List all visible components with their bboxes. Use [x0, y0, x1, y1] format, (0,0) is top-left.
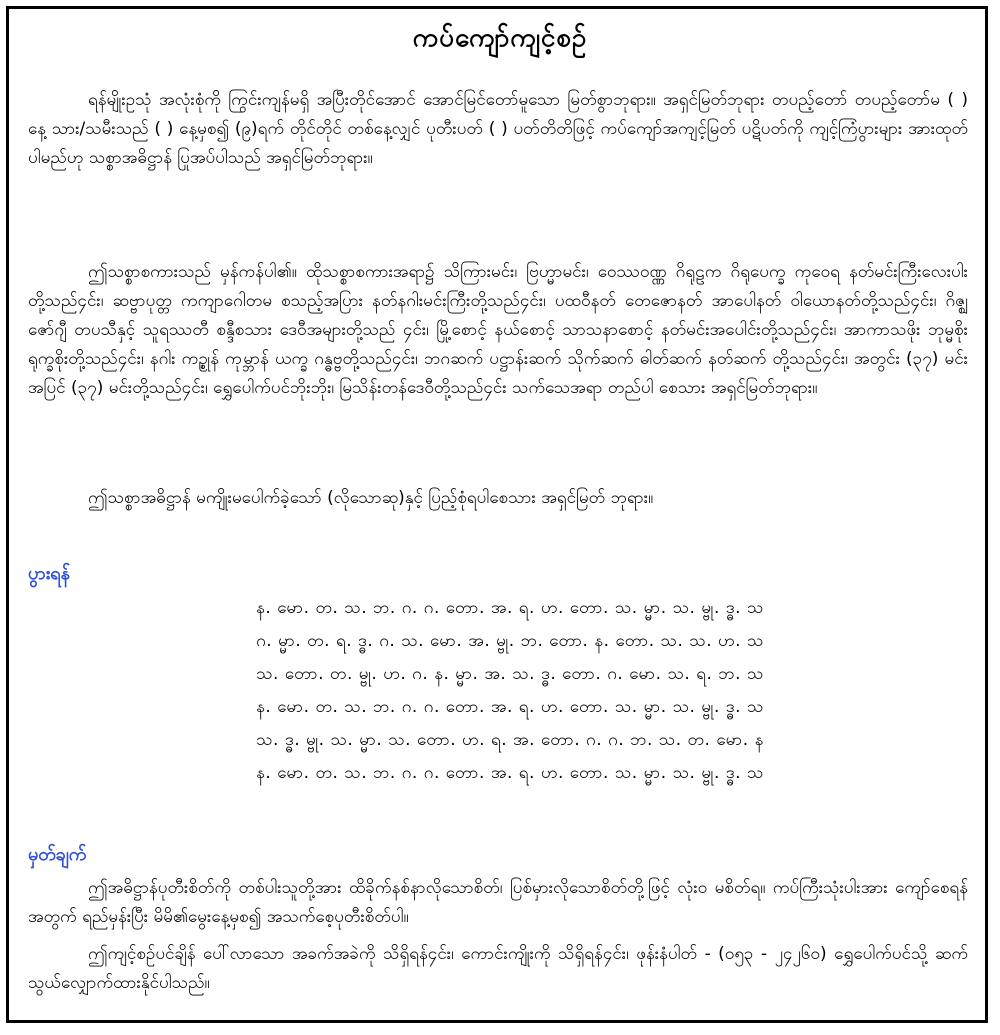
chant-line: သ. ဒ္ဓ. မ္ဗု. သ. မ္မာ. သ. တော. ဟ. ရ. အ. တော. ဂ. ဂ. ဘ. သ. တ. မော. န [256, 730, 764, 750]
chant-line: န. မော. တ. သ. ဘ. ဂ. ဂ. တော. အ. ရ. ဟ. တော. သ. မ္မာ. သ. မ္ဗု. ဒ္ဓ. သ [256, 763, 764, 783]
chant-line: ဂ. မ္မာ. တ. ရ. ဒ္ဓ. ဂ. သ. မော. အ. မ္ဗု. ဘ. တော. န. တော. သ. သ. ဟ. သ [256, 631, 764, 651]
intro-paragraph-3: ဤသစ္စာအဓိဋ္ဌာန် မကျိုးမပေါက်ခဲ့သော် (လိုသောဆု)နှင့် ပြည့်စုံရပါစေသား အရှင်မြတ် ဘုရား။ [88, 488, 654, 508]
intro-paragraph-2: ဤသစ္စာစကားသည် မှန်ကန်ပါ၏။ ထိုသစ္စာစကားအရာ၌ သိကြားမင်း၊ ဗြဟ္မာမင်း၊ ဝေဿဝဏ္ဏ ဂိရုဠက ဂိရုပေက္ခ ကုဝေရ နတ်မင်းကြီးလေးပါးတို့သည်၄င်း၊ ဆဗ္ဗာပုတ္တ ကကျာဂေါတမ စသည့်အပြား နတ်နဂါးမင်းကြီးတို့သည်၄င်း၊ ပထဝီနတ် တေဇောနတ် အာပေါနတ် ဝါယောနတ်တို့သည်၄င်း၊ ဂိဇ္ဈ ဇော်ဂျီ တပသီနှင့် သူရဿတီ စန္ဒီစသား ဒေဝီအများတို့သည် ၄င်း၊ မြို့စောင့် နယ်စောင့် သာသနာစောင့် နတ်မင်းအပေါင်းတို့သည်၄င်း၊ အာကာသဖိုး ဘုမ္မစိုး ရုက္ခစိုးတို့သည်၄င်း၊ နဂါး ကဥ္စုန် ကုမ္ဘာန် ယက္ခ ဂန္ဓဗ္ဗတို့သည်၄င်း၊ ဘဂဆက် ပဋ္ဌာန်းဆက် သိုက်ဆက် ဓါတ်ဆက် နတ်ဆက် တို့သည်၄င်း၊ အတွင်း (၃၇) မင်း အပြင် (၃၇) မင်းတို့သည်၄င်း၊ ရွှေပေါက်ပင်ဘိုးဘိုး၊ မြသိန်းတန်ဒေဝီတို့သည်၄င်း သက်သေအရာ တည်ပါ စေသား အရှင်မြတ်ဘုရား။ [28, 262, 968, 398]
intro-paragraph-1: ရန်မျိုးဥသုံ အလုံးစုံကို ကြွင်းကျန်မရှိ အပြီးတိုင်အောင် အောင်မြင်တော်မူသော မြတ်စွာဘုရား။ အရှင်မြတ်ဘုရား တပည့်တော် တပည့်တော်မ ( ) နေ့ သား/သမီးသည် ( ) နေ့မှစ၍ (၉)ရက် တိုင်တိုင် တစ်နေ့လျှင် ပုတီးပတ် ( ) ပတ်တိတိဖြင့် ကပ်ကျော်အကျင့်မြတ် ပဋိပတ်ကို ကျင့်ကြံပွားများ အားထုတ်ပါမည်ဟု သစ္စာအဓိဋ္ဌာန် ပြုအပ်ပါသည် အရှင်မြတ်ဘုရား။ [28, 90, 968, 168]
chant-lines [170, 592, 850, 790]
document-title: ကပ်ကျော်ကျင့်စဉ် [412, 23, 588, 53]
chant-line: န. မော. တ. သ. ဘ. ဂ. ဂ. တော. အ. ရ. ဟ. တော. သ. မ္မာ. သ. မ္ဗု. ဒ္ဓ. သ [256, 697, 764, 717]
notes-heading: မှတ်ချက် [28, 844, 87, 865]
notes-paragraph-1: ဤအဓိဋ္ဌာန်ပုတီးစိတ်ကို တစ်ပါးသူတို့အား ထိခိုက်နစ်နာလိုသောစိတ်၊ ပြစ်မှားလိုသောစိတ်တို့ဖြင့် လုံးဝ မစိတ်ရ။ ကပ်ကြီးသုံးပါးအား ကျော်စေရန်အတွက် ရည်မှန်းပြီး မိမိ၏မွေးနေ့မှစ၍ အသက်စေ့ပုတီးစိတ်ပါ။ [28, 878, 968, 927]
chant-line: သ. တော. တ. မ္ဗု. ဟ. ဂ. န. မ္မာ. အ. သ. ဒ္ဓ. တော. ဂ. မော. သ. ရ. ဘ. သ [256, 664, 764, 684]
chant-line: န. မော. တ. သ. ဘ. ဂ. ဂ. တော. အ. ရ. ဟ. တော. သ. မ္မာ. သ. မ္ဗု. ဒ္ဓ. သ [256, 598, 764, 618]
notes-paragraph-2: ဤကျင့်စဉ်ပင်ချိန် ပေါ်လာသော အခက်အခဲကို သိရှိရန်၄င်း၊ ကောင်းကျိုးကို သိရှိရန်၄င်း၊ ဖုန်းနံပါတ် - (၀၅၃ - ၂၄၂၆၀) ရွှေပေါက်ပင်သို့ ဆက်သွယ်လျှောက်ထားနိုင်ပါသည်။ [28, 944, 968, 993]
chant-heading: ပွားရန် [28, 563, 70, 584]
